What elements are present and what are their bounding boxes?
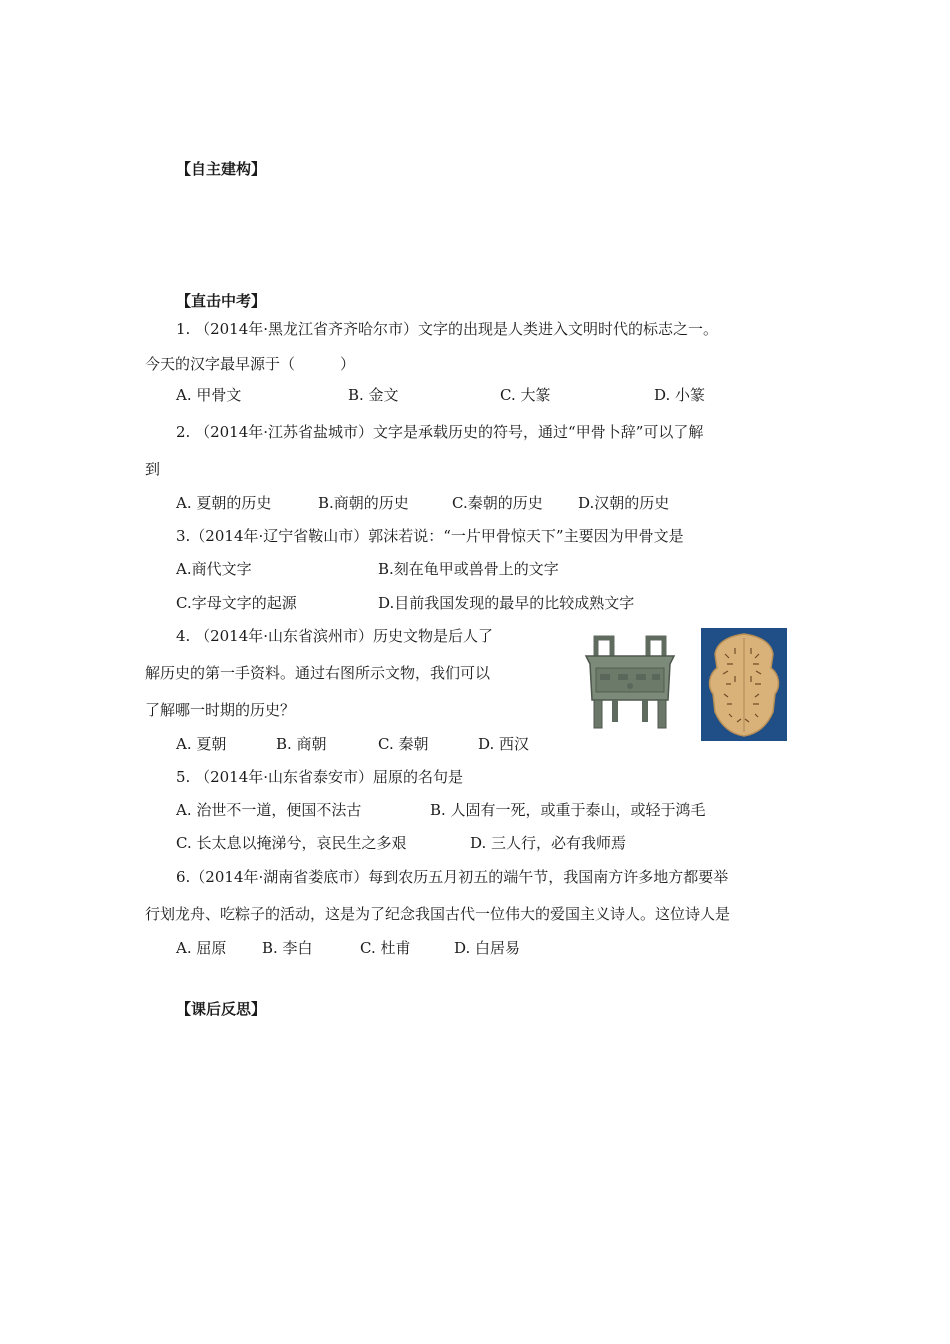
q1-option-d: D. 小篆 <box>654 386 706 404</box>
q3-option-b: B.刻在龟甲或兽骨上的文字 <box>378 560 559 578</box>
q4-line2: 解历史的第一手资料。通过右图所示文物，我们可以 <box>145 664 491 682</box>
q5-option-c: C. 长太息以掩涕兮，哀民生之多艰 <box>176 834 407 852</box>
q5-line1: 5. （2014年·山东省泰安市）屈原的名句是 <box>176 768 464 786</box>
q5-option-b: B. 人固有一死，或重于泰山，或轻于鸿毛 <box>430 801 706 819</box>
oracle-bone-image <box>701 628 787 741</box>
q4-line1: 4. （2014年·山东省滨州市）历史文物是后人了 <box>176 627 494 645</box>
q2-option-b: B.商朝的历史 <box>318 494 409 512</box>
bronze-ding-vessel-image <box>582 630 678 732</box>
section-heading-self-build: 【自主建构】 <box>176 160 267 178</box>
q4-line3: 了解哪一时期的历史？ <box>145 701 296 719</box>
q4-option-d: D. 西汉 <box>478 735 530 753</box>
q1-line2: 今天的汉字最早源于（ ） <box>145 355 356 373</box>
q6-line2: 行划龙舟、吃粽子的活动，这是为了纪念我国古代一位伟大的爱国主义诗人。这位诗人是 <box>145 905 731 923</box>
q4-option-b: B. 商朝 <box>276 735 327 753</box>
q6-option-b: B. 李白 <box>262 939 313 957</box>
q3-line1: 3.（2014年·辽宁省鞍山市）郭沫若说：“一片甲骨惊天下”主要因为甲骨文是 <box>176 527 684 545</box>
q2-option-c: C.秦朝的历史 <box>452 494 543 512</box>
q1-option-a: A. 甲骨文 <box>176 386 242 404</box>
q6-option-a: A. 屈原 <box>176 939 227 957</box>
section-heading-exam: 【直击中考】 <box>176 292 267 310</box>
q2-option-d: D.汉朝的历史 <box>578 494 670 512</box>
q3-option-d: D.目前我国发现的最早的比较成熟文字 <box>378 594 635 612</box>
q2-option-a: A. 夏朝的历史 <box>176 494 272 512</box>
q1-option-b: B. 金文 <box>348 386 399 404</box>
q5-option-a: A. 治世不一道，便国不法古 <box>176 801 362 819</box>
q6-option-c: C. 杜甫 <box>360 939 411 957</box>
q1-option-c: C. 大篆 <box>500 386 551 404</box>
q5-option-d: D. 三人行，必有我师焉 <box>470 834 627 852</box>
q6-option-d: D. 白居易 <box>454 939 521 957</box>
q1-line1: 1. （2014年·黑龙江省齐齐哈尔市）文字的出现是人类进入文明时代的标志之一。 <box>176 320 719 338</box>
q2-line1: 2. （2014年·江苏省盐城市）文字是承载历史的符号，通过“甲骨卜辞”可以了解 <box>176 423 704 441</box>
q4-option-a: A. 夏朝 <box>176 735 227 753</box>
q4-option-c: C. 秦朝 <box>378 735 429 753</box>
section-heading-reflection: 【课后反思】 <box>176 1000 267 1018</box>
q2-line2: 到 <box>145 460 161 478</box>
q3-option-a: A.商代文字 <box>176 560 252 578</box>
q3-option-c: C.字母文字的起源 <box>176 594 297 612</box>
q6-line1: 6.（2014年·湖南省娄底市）每到农历五月初五的端午节，我国南方许多地方都要举 <box>176 868 729 886</box>
